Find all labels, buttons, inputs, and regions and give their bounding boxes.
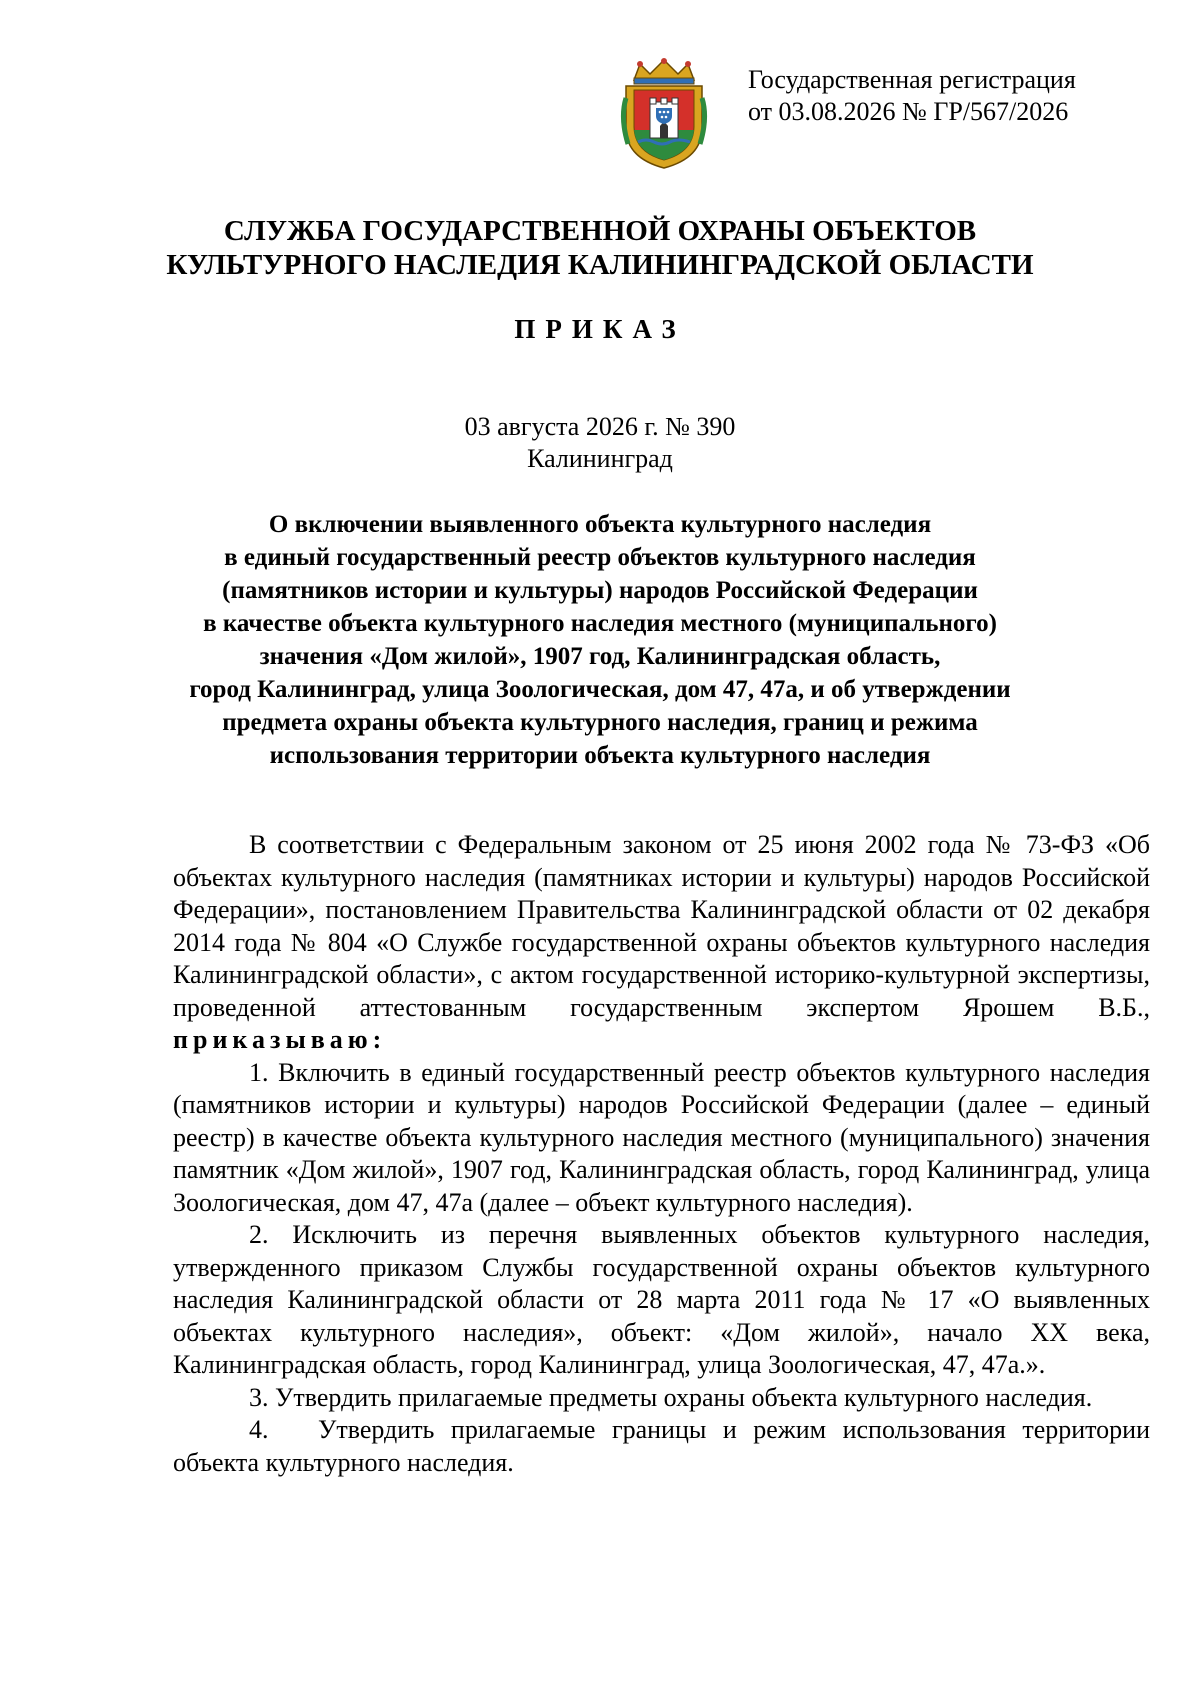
title-line: использования территории объекта культурного наследия xyxy=(269,742,931,769)
agency-name xyxy=(100,214,1100,282)
preamble-paragraph xyxy=(173,829,1150,1057)
document-city: Калининград xyxy=(527,444,673,473)
document-date-number: 03 августа 2026 г. № 390 xyxy=(464,412,736,441)
title-line: значения «Дом жилой», 1907 год, Калининградская область, xyxy=(259,643,941,670)
document-title xyxy=(130,508,1070,772)
title-line: (памятников истории и культуры) народов Российской Федерации xyxy=(222,577,978,604)
order-item: 3. Утвердить прилагаемые предметы охраны объекта культурного наследия. xyxy=(249,1382,1093,1412)
title-line: город Калининград, улица Зоологическая, дом 47, 47а, и об утверждении xyxy=(189,676,1011,703)
title-line: предмета охраны объекта культурного наследия, границ и режима xyxy=(222,709,978,736)
title-line: в единый государственный реестр объектов культурного наследия xyxy=(224,544,976,571)
document-type: ПРИКАЗ xyxy=(514,314,686,344)
document-body xyxy=(173,829,1150,1479)
agency-name-line: СЛУЖБА ГОСУДАРСТВЕННОЙ ОХРАНЫ ОБЪЕКТОВ xyxy=(223,215,977,247)
title-line: в качестве объекта культурного наследия местного (муниципального) xyxy=(203,610,997,637)
registration-number: от 03.08.2026 № ГР/567/2026 xyxy=(748,97,1069,126)
coat-of-arms-icon xyxy=(620,58,708,170)
order-item: 2. Исключить из перечня выявленных объектов культурного наследия, утвержденного приказом Службы государственной охраны объектов культурного наследия Калининградской области от 28 марта 2011 года № 17 «О выявленных объектах культурного наследия», объект: «Дом жилой», начало XX века, Калининградская область, город Калининград, улица Зоологическая, 47, 47а.». xyxy=(173,1220,1150,1379)
registration-stamp xyxy=(748,64,1076,128)
registration-line: Государственная регистрация xyxy=(748,65,1076,94)
agency-name-line: КУЛЬТУРНОГО НАСЛЕДИЯ КАЛИНИНГРАДСКОЙ ОБЛАСТИ xyxy=(166,249,1034,281)
order-item: 4. Утвердить прилагаемые границы и режим использования территории объекта культурного наследия. xyxy=(173,1415,1150,1477)
title-line: О включении выявленного объекта культурного наследия xyxy=(268,511,932,538)
preamble-text: В соответствии с Федеральным законом от 25 июня 2002 года № 73-ФЗ «Об объектах культурного наследия (памятниках истории и культуры) народов Российской Федерации», постановлением Правительства Калининградской области от 02 декабря 2014 года № 804 «О Службе государственной охраны объектов культурного наследия Калининградской области», с актом государственной историко-культурной экспертизы, проведенной аттестованным государственным экспертом Ярошем В.Б., xyxy=(173,830,1150,1022)
order-item: 1. Включить в единый государственный реестр объектов культурного наследия (памятников истории и культуры) народов Российской Федерации (далее – единый реестр) в качестве объекта культурного наследия местного (муниципального) значения памятник «Дом жилой», 1907 год, Калининградская область, город Калининград, улица Зоологическая, дом 47, 47а (далее – объект культурного наследия). xyxy=(173,1057,1150,1217)
order-word: приказываю: xyxy=(173,1025,387,1054)
